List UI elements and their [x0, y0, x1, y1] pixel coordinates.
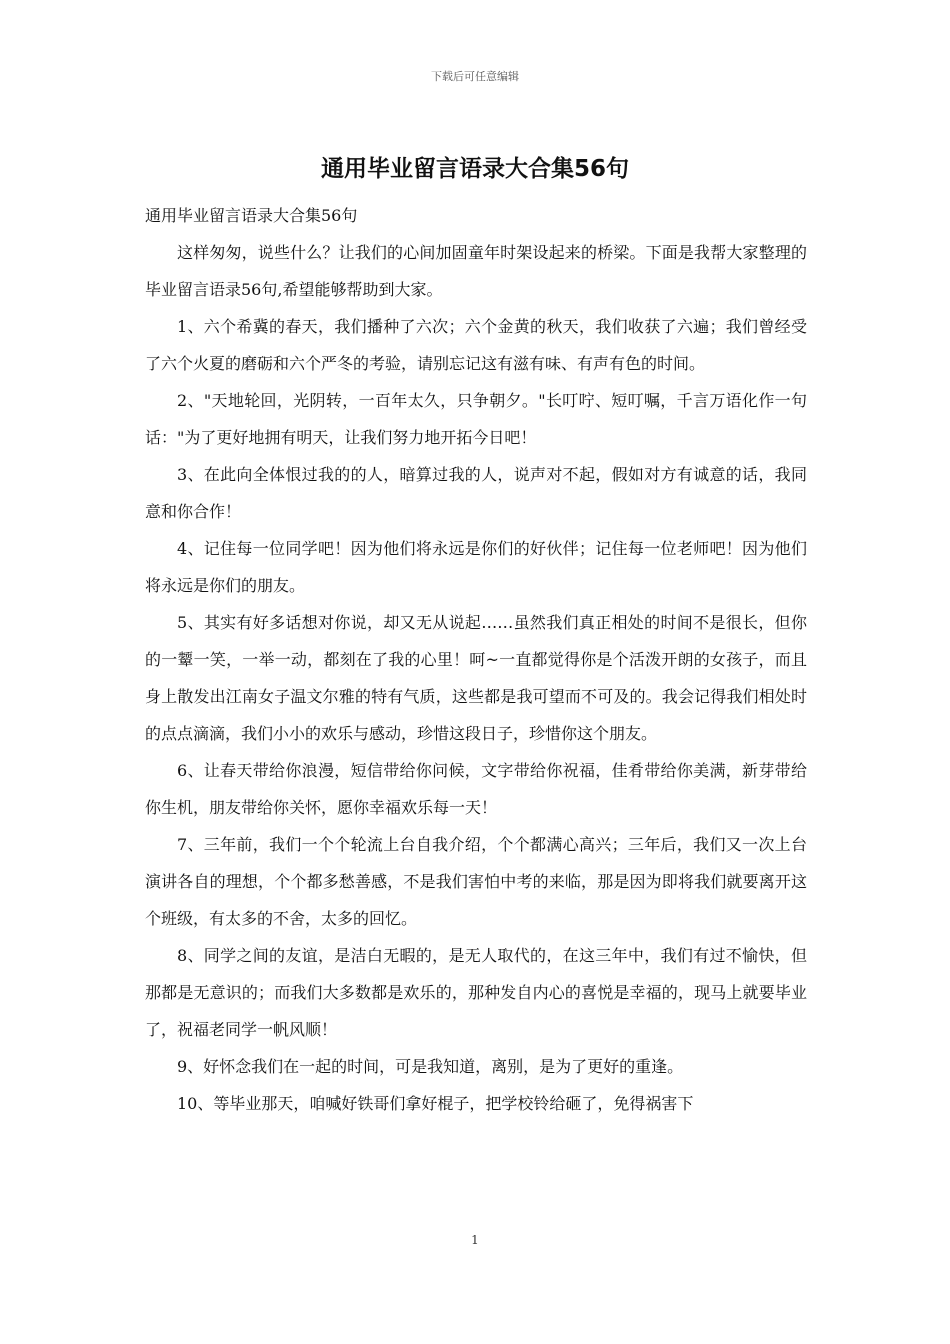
paragraph-7: 7、三年前，我们一个个轮流上台自我介绍，个个都满心高兴；三年后，我们又一次上台演讲各自的理想，个个都多愁善感，不是我们害怕中考的来临，那是因为即将我们就要离开这个班级，有太多的不舍，太多的回忆。 — [145, 835, 807, 928]
document-subtitle: 通用毕业留言语录大合集56句 — [145, 206, 358, 225]
page-number: 1 — [471, 1233, 479, 1247]
paragraph-5: 5、其实有好多话想对你说，却又无从说起……虽然我们真正相处的时间不是很长，但你的一颦一笑，一举一动，都刻在了我的心里！呵~一直都觉得你是个活泼开朗的女孩子，而且身上散发出江南女子温文尔雅的特有气质，这些都是我可望而不可及的。我会记得我们相处时的点点滴滴，我们小小的欢乐与感动，珍惜这段日子，珍惜你这个朋友。 — [145, 613, 807, 743]
paragraph-1: 1、六个希冀的春天，我们播种了六次；六个金黄的秋天，我们收获了六遍；我们曾经受了六个火夏的磨砺和六个严冬的考验，请别忘记这有滋有味、有声有色的时间。 — [145, 317, 807, 373]
document-body — [145, 197, 807, 1122]
paragraph-2: 2、"天地轮回，光阴转，一百年太久，只争朝夕。"长叮咛、短叮嘱，千言万语化作一句话："为了更好地拥有明天，让我们努力地开拓今日吧！ — [145, 391, 807, 447]
paragraph-10: 10、等毕业那天，咱喊好铁哥们拿好棍子，把学校铃给砸了，免得祸害下 — [177, 1094, 694, 1113]
paragraph-4: 4、记住每一位同学吧！因为他们将永远是你们的好伙伴；记住每一位老师吧！因为他们将永远是你们的朋友。 — [145, 539, 807, 595]
paragraph-intro: 这样匆匆，说些什么？让我们的心间加固童年时架设起来的桥梁。下面是我帮大家整理的毕业留言语录56句,希望能够帮助到大家。 — [145, 243, 807, 299]
document-title: 通用毕业留言语录大合集56句 — [320, 156, 629, 182]
paragraph-6: 6、让春天带给你浪漫，短信带给你问候，文字带给你祝福，佳肴带给你美满，新芽带给你生机，朋友带给你关怀，愿你幸福欢乐每一天！ — [145, 761, 807, 817]
page-header: 下载后可任意编辑 — [431, 70, 519, 83]
paragraph-9: 9、好怀念我们在一起的时间，可是我知道，离别，是为了更好的重逢。 — [177, 1057, 684, 1076]
paragraph-3: 3、在此向全体恨过我的的人，暗算过我的人，说声对不起，假如对方有诚意的话，我同意和你合作！ — [145, 465, 807, 521]
paragraph-8: 8、同学之间的友谊，是洁白无暇的，是无人取代的，在这三年中，我们有过不愉快，但那都是无意识的；而我们大多数都是欢乐的，那种发自内心的喜悦是幸福的，现马上就要毕业了，祝福老同学一帆风顺！ — [145, 946, 807, 1039]
